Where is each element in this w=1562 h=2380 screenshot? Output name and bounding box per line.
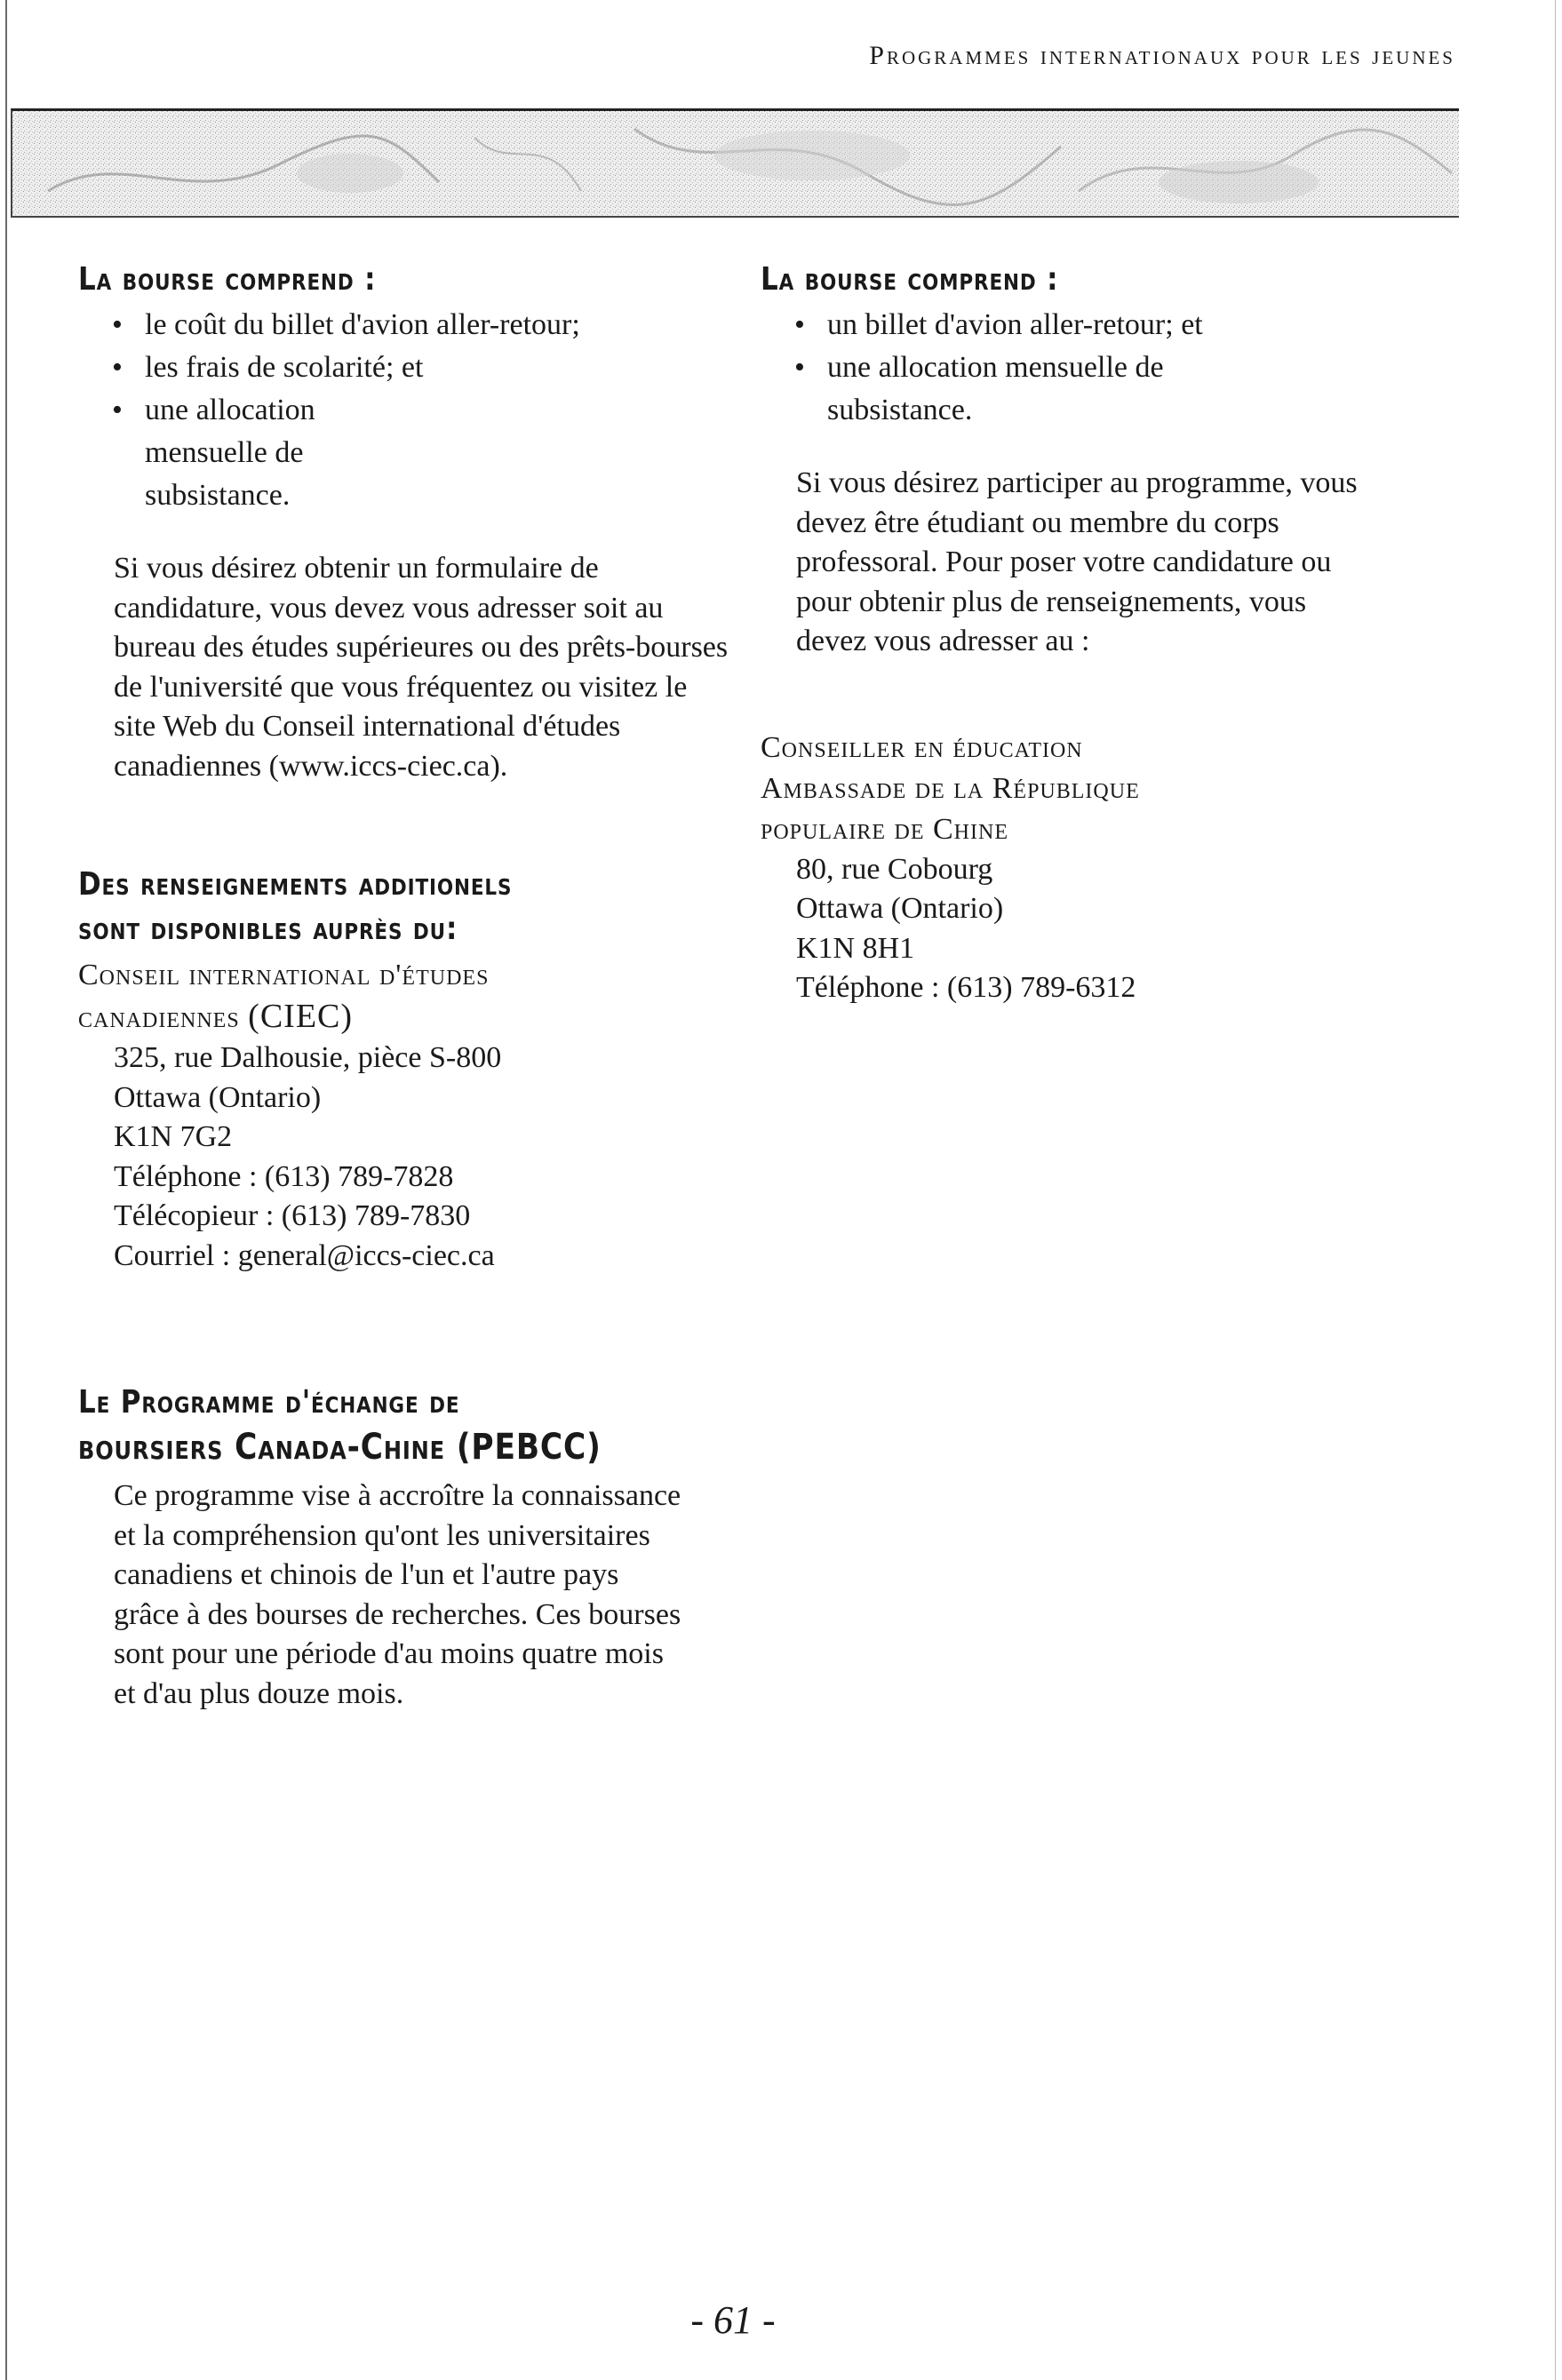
list-item: • une allocation mensuelle de subsistance. <box>78 389 402 517</box>
email-line: Courriel : general@iccs-ciec.ca <box>114 1238 495 1272</box>
ciec-address <box>78 1039 753 1276</box>
address-line: Ottawa (Ontario) <box>796 892 1004 925</box>
section-heading-renseignements-line2: sont disponibles auprès du: <box>78 911 458 947</box>
candidature-paragraph: Si vous désirez obtenir un formulaire de candidature, vous devez vous adresser soit au bureau des études supérieures ou des prêts-bourses de l'université que vous fréquentez ou visitez le site Web du Conseil international d'études canadiennes (www.iccs-ciec.ca). <box>114 552 729 783</box>
page-left-edge <box>5 0 7 2380</box>
address-line: K1N 8H1 <box>796 931 915 965</box>
left-column <box>78 258 753 1714</box>
participation-paragraph: Si vous désirez participer au programme, vous devez être étudiant ou membre du corps professoral. Pour poser votre candidature ou pour obtenir plus de renseignements, vous devez vous adresser au : <box>796 466 1358 657</box>
section-heading-bourse-comprend: La bourse comprend : <box>78 261 377 298</box>
phone-line: Téléphone : (613) 789-6312 <box>796 971 1136 1004</box>
section-heading-pebcc-line2: boursiers Canada-Chine (PEBCC) <box>78 1427 602 1468</box>
bullet-icon: • <box>112 308 123 341</box>
page-right-edge <box>1555 0 1556 2380</box>
address-line: Ottawa (Ontario) <box>114 1080 322 1114</box>
section-heading-bourse-comprend-right: La bourse comprend : <box>761 261 1059 298</box>
right-column <box>761 258 1436 1008</box>
fax-line: Télécopieur : (613) 789-7830 <box>114 1199 471 1232</box>
pebcc-paragraph: Ce programme vise à accroître la connaissance et la compréhension qu'ont les universitaires canadiens et chinois de l'un et l'autre pays grâce à des bourses de recherches. Ces bourses sont pour une période d'au moins quatre mois et d'au plus douze mois. <box>114 1479 681 1710</box>
decorative-banner-image <box>11 108 1459 218</box>
list-item: • une allocation mensuelle de subsistance. <box>761 346 1271 432</box>
address-line: 325, rue Dalhousie, pièce S-800 <box>114 1041 502 1074</box>
embassy-address <box>761 850 1436 1008</box>
bullet-list <box>78 304 753 517</box>
section-heading-renseignements-line1: Des renseignements additionels <box>78 866 513 903</box>
bullet-icon: • <box>794 351 805 384</box>
embassy-org-name: Conseiller en éducation Ambassade de la République populaire de Chine <box>761 730 1140 846</box>
section-heading-pebcc-line1: Le Programme d'échange de <box>78 1384 460 1421</box>
bullet-icon: • <box>112 351 123 384</box>
address-line: 80, rue Cobourg <box>796 852 993 886</box>
phone-line: Téléphone : (613) 789-7828 <box>114 1159 454 1193</box>
list-item: • le coût du billet d'avion aller-retour; <box>78 304 753 346</box>
bullet-list <box>761 304 1436 432</box>
bullet-icon: • <box>112 394 123 426</box>
bullet-icon: • <box>794 308 805 341</box>
org-name: Conseil international d'études canadiennes (CIEC) <box>78 959 490 1035</box>
list-item: • les frais de scolarité; et <box>78 346 753 389</box>
page-number: - 61 - <box>690 2298 776 2342</box>
running-head: Programmes internationaux pour les jeunes <box>869 41 1455 70</box>
list-item: • un billet d'avion aller-retour; et <box>761 304 1436 346</box>
address-line: K1N 7G2 <box>114 1120 233 1153</box>
